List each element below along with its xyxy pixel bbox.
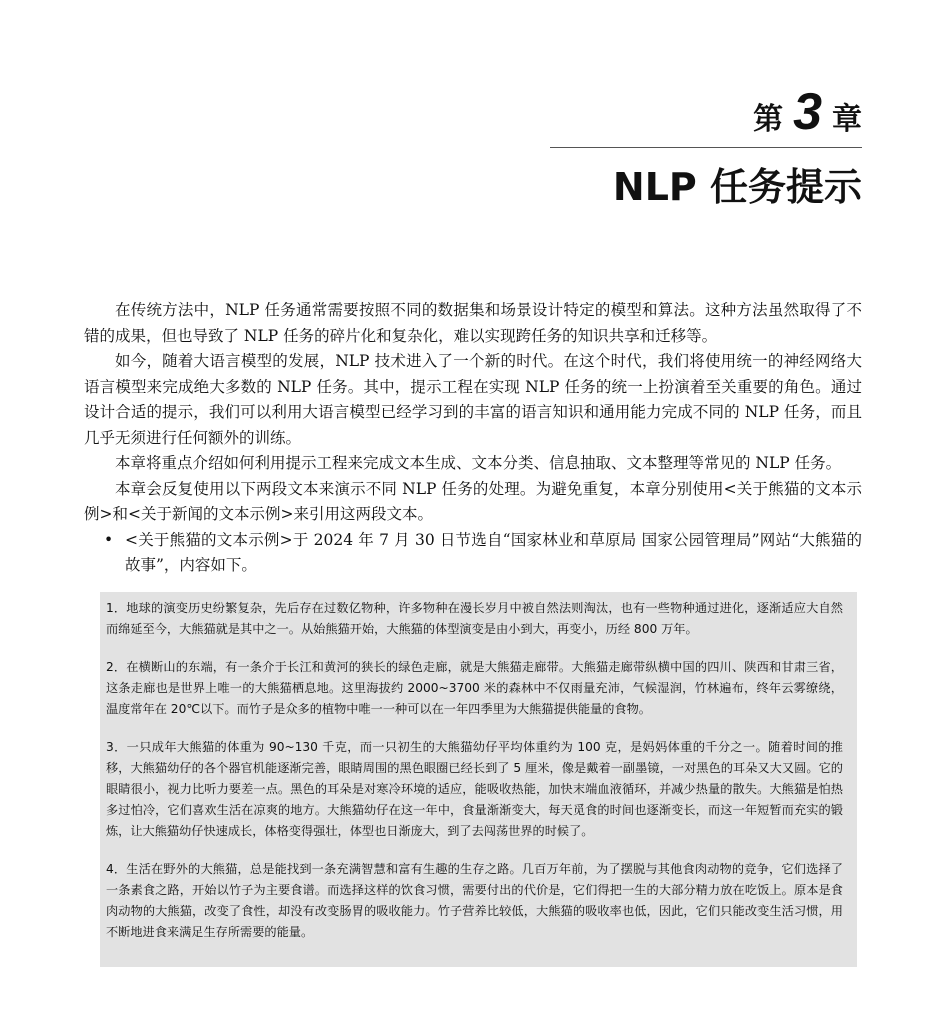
paragraph: 如今，随着大语言模型的发展，NLP 技术进入了一个新的时代。在这个时代，我们将使用统一的神经网络大语言模型来完成绝大多数的 NLP 任务。其中，提示工程在实现 NLP 任务的统一上扮演着至关重要的角色。通过设计合适的提示，我们可以利用大语言模型已经学习到的丰富的语言知识和通用能力完成不同的 NLP 任务，而且几乎无须进行任何额外的训练。	[84, 352, 862, 447]
heading-divider	[550, 147, 862, 148]
bullet-text: <关于熊猫的文本示例>于 2024 年 7 月 30 日节选自“国家林业和草原局 国家公园管理局”网站“大熊猫的故事”，内容如下。	[125, 530, 862, 574]
chapter-number: 3	[793, 83, 822, 141]
box-paragraph: 3．一只成年大熊猫的体重为 90~130 千克，而一只初生的大熊猫幼仔平均体重约为 100 克，是妈妈体重的千分之一。随着时间的推移，大熊猫幼仔的各个器官机能逐渐完善，眼睛周围的黑色眼圈已经长到了 5 厘米，像是戴着一副墨镜，一对黑色的耳朵又大又圆。它的眼睛很小，视力比听力要差一点。黑色的耳朵是对寒冷环境的适应，能吸收热能，加快末端血液循环，并减少热量的散失。大熊猫是怕热多过怕冷，它们喜欢生活在凉爽的地方。大熊猫幼仔在这一年中，食量渐渐变大，每天觅食的时间也逐渐变长，而这一年短暂而充实的锻炼，让大熊猫幼仔快速成长，体格变得强壮，体型也日渐庞大，到了去闯荡世界的时候了。	[106, 740, 843, 838]
paragraph: 本章将重点介绍如何利用提示工程来完成文本生成、文本分类、信息抽取、文本整理等常见的 NLP 任务。	[115, 454, 842, 472]
box-paragraph: 1．地球的演变历史纷繁复杂，先后存在过数亿物种，许多物种在漫长岁月中被自然法则淘汰，也有一些物种通过进化，逐渐适应大自然而绵延至今，大熊猫就是其中之一。从始熊猫开始，大熊猫的体型演变是由小到大，再变小，历经 800 万年。	[106, 601, 843, 636]
paragraph: 在传统方法中，NLP 任务通常需要按照不同的数据集和场景设计特定的模型和算法。这种方法虽然取得了不错的成果，但也导致了 NLP 任务的碎片化和复杂化，难以实现跨任务的知识共享和迁移等。	[84, 301, 862, 345]
paragraph: 本章会反复使用以下两段文本来演示不同 NLP 任务的处理。为避免重复，本章分别使用<关于熊猫的文本示例>和<关于新闻的文本示例>来引用这两段文本。	[84, 479, 862, 523]
bullet-marker: •	[104, 530, 114, 549]
box-paragraph: 2．在横断山的东端，有一条介于长江和黄河的狭长的绿色走廊，就是大熊猫走廊带。大熊猫走廊带纵横中国的四川、陕西和甘肃三省，这条走廊也是世界上唯一的大熊猫栖息地。这里海拔约 2000~3700 米的森林中不仅雨量充沛，气候湿润，竹林遍布，终年云雾缭绕，温度常年在 20℃以下。而竹子是众多的植物中唯一一种可以在一年四季里为大熊猫提供能量的食物。	[106, 660, 843, 716]
body-text	[84, 298, 862, 579]
chapter-prefix: 第	[753, 102, 784, 137]
bullet-item	[84, 528, 862, 579]
example-text-box	[100, 592, 857, 967]
chapter-title: NLP 任务提示	[612, 165, 862, 209]
chapter-suffix: 章	[832, 102, 862, 137]
box-paragraph: 4．生活在野外的大熊猫，总是能找到一条充满智慧和富有生趣的生存之路。几百万年前，为了摆脱与其他食肉动物的竞争，它们选择了一条素食之路，开始以竹子为主要食谱。而选择这样的饮食习惯，需要付出的代价是，它们得把一生的大部分精力放在吃饭上。原本是食肉动物的大熊猫，改变了食性，却没有改变肠胃的吸收能力。竹子营养比较低，大熊猫的吸收率也低，因此，它们只能改变生活习惯，用不断地进食来满足生存所需要的能量。	[106, 862, 843, 939]
chapter-heading	[753, 82, 862, 142]
